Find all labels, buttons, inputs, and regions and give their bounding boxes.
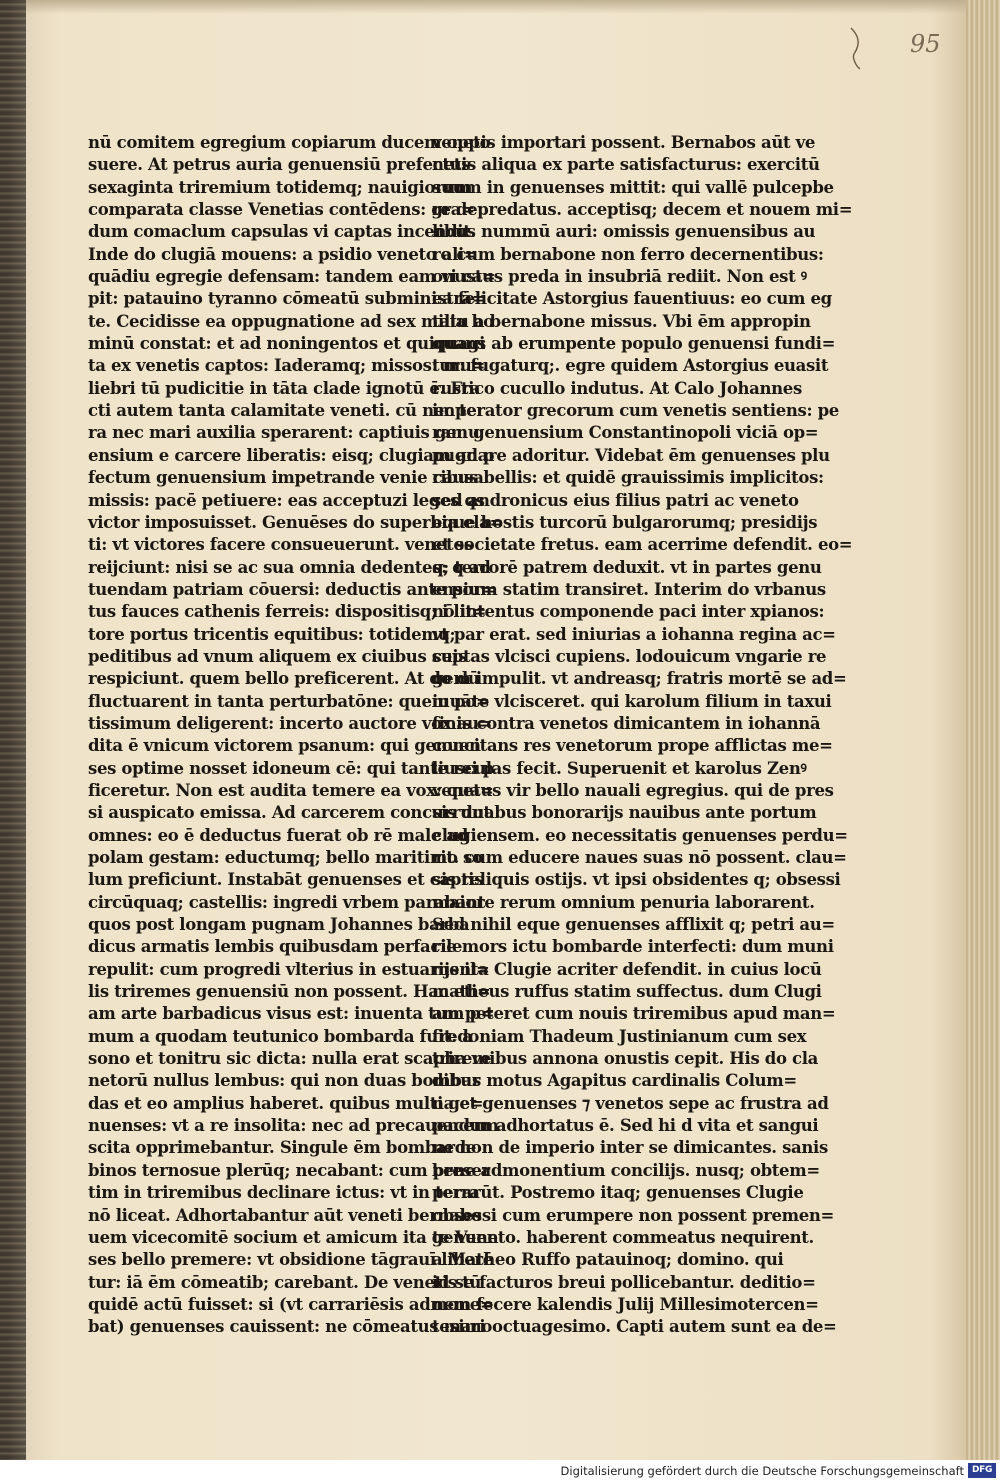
text-line: dum comaclum capsulas vi captas incendit. (88, 222, 476, 242)
text-line: Sed nihil eque genuenses afflixit q; petri au= (432, 915, 835, 935)
footer-bar (0, 1460, 1000, 1482)
text-line: menta Clugie acriter defendit. in cuius locū (432, 959, 822, 979)
text-line: Inde do clugiā mouens: a psidio veneto ali= (88, 244, 478, 264)
dfg-logo: DFG (968, 1463, 996, 1478)
text-line: perarūt. Postremo itaq; genuenses Clugie (432, 1183, 804, 1203)
text-line: rie mors ictu bombarde interfecti: dum muni (432, 937, 834, 957)
text-line: pacem adhortatus ē. Sed hi d vita et sangui (432, 1116, 819, 1136)
text-line: missis: pacē petiuere: eas acceptuzi leges qs (88, 490, 485, 510)
text-line: das et eo amplius haberet. quibus multi ge= (88, 1093, 484, 1113)
text-line: tuendam patriam cōuersi: deductis ante por= (88, 579, 495, 599)
text-line: dicus armatis lembis quibusdam perfacile (88, 937, 463, 957)
text-line: circūquaq; castellis: ingredi vrbem parabant (88, 892, 485, 912)
text-line: venetis importari possent. Bernabos aūt ve (432, 133, 816, 152)
text-line: bat) genuenses cauissent: ne cōmeatus mari (88, 1317, 486, 1337)
text-line: tesimooctuagesimo. Capti autem sunt ea de= (432, 1317, 837, 1337)
text-line: finis contra venetos dimicantem in iohannā (432, 713, 821, 733)
text-line: tatu a bernabone missus. Vbi ēm appropin (432, 311, 811, 331)
text-line: na et genuenses ⁊ venetos sepe ac frustra ad (432, 1093, 829, 1113)
text-line: repulit: cum progredi vlterius in estuarijs il= (88, 959, 490, 979)
text-line: tim in triremibus declinare ictus: vt in terra (88, 1183, 480, 1203)
text-line: ro cum bernabone non ferro decernentibus: (432, 244, 824, 264)
text-line: bene admonentium concilijs. nusq; obtem= (432, 1160, 820, 1180)
text-line: ra nec mari auxilia sperarent: captiuis genu (88, 423, 480, 443)
text-line: tissimum deligerent: incerto auctore vox au= (88, 713, 493, 733)
text-line: maiore rerum omnium penuria laborarent. (432, 892, 815, 912)
text-line: re depredatus. acceptisq; decem et nouem mi= (432, 200, 853, 220)
text-line: am arte barbadicus visus est: inuenta tum p= (88, 1004, 495, 1024)
text-line: dibus motus Agapitus cardinalis Colum= (432, 1071, 797, 1091)
text-line: pit: patauino tyranno cōmeatū subministrā= (88, 289, 486, 309)
text-line: imperator grecorum cum venetis sentiens: pe (432, 401, 839, 421)
text-line: polam gestam: eductumq; bello maritimo so (88, 848, 483, 867)
page-fore-edge (966, 0, 1000, 1460)
text-line: et societate fretus. eam acerrime defendit. eo= (432, 535, 853, 555)
text-line: venetus vir bello nauali egregius. qui de pres (432, 780, 834, 800)
text-line: tur: fugaturq;. egre quidem Astorgius euasit (432, 356, 829, 376)
text-line: uem vicecomitē socium et amicum ita genuen (88, 1227, 499, 1247)
ink-mark-icon (848, 26, 866, 70)
text-line: quans ab erumpente populo genuensi fundi= (432, 334, 836, 354)
page-top-shadow (26, 0, 966, 14)
text-line: nō intentus componende paci inter xpianos: (432, 602, 825, 622)
text-line: te. Cecidisse ea oppugnatione ad sex milia ho (88, 311, 494, 331)
text-line: netorū nullus lembus: qui non duas bombar (88, 1071, 481, 1091)
text-line: rustico cucullo indutus. At Calo Johannes (432, 378, 802, 398)
text-line: quos post longam pugnam Johannes barba (88, 915, 470, 935)
text-line: sono et tonitru sic dicta: nulla erat scapha ve (88, 1049, 492, 1069)
text-line: netis aliqua ex parte satisfacturus: exercitū (432, 155, 820, 175)
text-line: te Veneto. haberent commeatus nequirent. (432, 1227, 814, 1247)
text-line: rit. cum educere naues suas nō possent. clau= (432, 848, 847, 867)
footer-credit: Digitalisierung gefördert durch die Deutsche Forschungsgemeinschaft (560, 1464, 964, 1478)
text-line: scita opprimebantur. Singule ēm bombarde (88, 1138, 477, 1158)
text-line: binos ternosue plerūq; necabant: cum preser (88, 1160, 490, 1180)
text-line: fluctuarent in tanta perturbatōne: quem po= (88, 691, 490, 711)
text-line: sed andronicus eius filius patri ac veneto (432, 490, 799, 510)
text-line: tore portus tricentis equitibus: totidemq; (88, 624, 456, 644)
text-line: gem impulit. vt andreasq; fratris mortē se ad= (432, 669, 847, 689)
text-line: sis reliquis ostijs. vt ipsi obsidentes q; obsessi (432, 870, 841, 890)
text-line: ram genuensium Constantinopoli viciā op= (432, 423, 819, 443)
text-line: ses optime nosset idoneum cē: qui tante rei p (88, 758, 494, 778)
text-line: ta ex venetis captos: Iaderamq; missos: mu= (88, 356, 485, 376)
text-line: fredoniam Thadeum Justinianum cum sex (432, 1026, 807, 1046)
text-line: id se facturos breui pollicebantur. deditio= (432, 1272, 816, 1292)
text-line: matheus ruffus statim suffectus. dum Clugi (432, 982, 822, 1002)
text-line: tur: iā ēm cōmeatib; carebant. De venetis tū (88, 1272, 482, 1292)
folio-number: 95 (910, 30, 941, 58)
text-column-left (88, 132, 503, 1339)
text-line: respiciunt. quem bello preficerent. At do dū (88, 669, 480, 689)
text-line: sexaginta triremium totidemq; nauigiorum (88, 177, 473, 197)
text-line: eque hostis turcorū bulgarorumq; presidijs (432, 512, 818, 532)
text-line: nō liceat. Adhortabantur aūt veneti bernabo (88, 1205, 482, 1225)
text-line: nuenses: vt a re insolita: nec ad precauendum (88, 1116, 499, 1136)
text-line: iuuāte vlcisceret. qui karolum filium in taxui (432, 691, 832, 711)
text-line: si auspicato emissa. Ad carcerem concurrunt (88, 803, 491, 823)
text-line: sis duabus bonorarijs nauibus ante portum (432, 803, 817, 823)
text-line: minū constat: et ad noningentos et quiquagi (88, 334, 486, 354)
text-line: a Matheo Ruffo patauinoq; domino. qui (432, 1250, 784, 1270)
text-line: cti autem tanta calamitate veneti. cū nec ter (88, 401, 485, 421)
book-spine (0, 0, 26, 1460)
text-line: am peteret cum nouis triremibus apud man= (432, 1004, 836, 1024)
text-line: triremibus annona onustis cepit. His do cla (432, 1049, 818, 1069)
text-line: nem fecere kalendis Julij Millesimotercen= (432, 1294, 819, 1314)
text-line: comparata classe Venetias contēdens: gra= (88, 200, 475, 220)
text-line: ea felicitate Astorgius fauentiuus: eo cum eg (432, 289, 832, 309)
text-line: liebri tū pudicitie in tāta clade ignotū ē. Fra (88, 378, 481, 398)
text-line: ribus bellis: et quidē grauissimis implicitos: (432, 468, 824, 488)
text-line: omnes: eo ē deductus fuerat ob rē male ad (88, 825, 468, 845)
text-line: victor imposuisset. Genuēses do superbia ela= (88, 512, 503, 532)
text-line: dita ē vnicum victorem psanum: qui genuen (88, 736, 481, 756)
text-line: quādiu egregie defensam: tandem eam vi ca= (88, 267, 496, 287)
text-line: quidē actū fuisset: si (vt carrariēsis admone= (88, 1294, 494, 1314)
text-line: ti: vt victores facere consueuerunt. venetos (88, 535, 473, 555)
text-line: reijciunt: nisi se ac sua omnia dedentes: q ad (88, 557, 491, 577)
text-line: suere. At petrus auria genuensiū prefectus (88, 155, 471, 175)
text-line: concitans res venetorum prope afflictas me= (432, 736, 833, 756)
text-line: pugnare adoritur. Videbat ēm genuenses plu (432, 445, 830, 465)
text-column-right (432, 132, 853, 1339)
text-line: nū comitem egregium copiarum ducem oppo (88, 133, 491, 152)
text-line: lis triremes genuensiū non possent. Hac eti= (88, 982, 491, 1002)
text-line: vt par erat. sed iniurias a iohanna regina ac= (432, 624, 836, 644)
text-line: tus fauces cathenis ferreis: dispositisq; i lit= (88, 602, 486, 622)
text-line: ensium e carcere liberatis: eisq; clugiam ad p (88, 445, 495, 465)
text-line: libus nummū auri: omissis genuensibus au (432, 222, 816, 242)
text-line: ficeretur. Non est audita temere ea vox: qua= (88, 780, 494, 800)
text-line: ne non de imperio inter se dimicantes. sanis (432, 1138, 828, 1158)
text-line: onustus preda in insubriā rediit. Non est ꝰ (432, 267, 807, 287)
text-line: mum a quodam teutunico bombarda fuit: a (88, 1026, 473, 1046)
text-line: peditibus ad vnum aliquem ex ciuibus suis (88, 646, 468, 666)
text-line: ensium statim transiret. Interim do vrbanus (432, 579, 826, 599)
text-line: fectum genuensium impetrande venie causa (88, 468, 484, 488)
text-line: clugiensem. eo necessitatis genuenses perdu= (432, 825, 848, 845)
text-line: liusculas fecit. Superuenit et karolus Zenꝰ (432, 758, 807, 778)
text-line: ceptas vlcisci cupiens. lodouicum vngarie re (432, 646, 827, 666)
text-line: ses bello premere: vt obsidione tāgrauī liberē (88, 1250, 493, 1270)
text-line: suum in genuenses mittit: qui vallē pulcepbe (432, 177, 834, 197)
text-line: obsessi cum erumpere non possent premen= (432, 1205, 835, 1225)
text-line: lum preficiunt. Instabāt genuenses et captis (88, 870, 484, 890)
text-line: q; terrorē patrem deduxit. vt in partes genu (432, 557, 822, 577)
